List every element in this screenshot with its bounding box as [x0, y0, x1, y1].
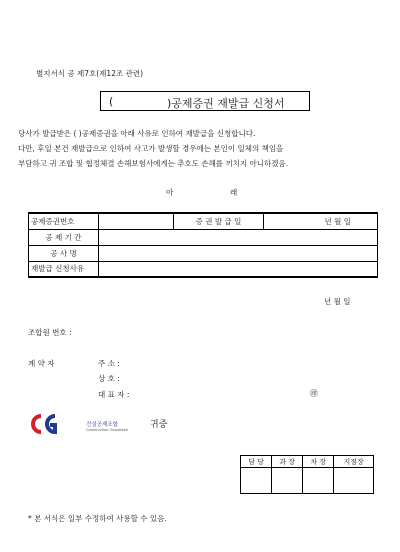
form-reference: 별지서식 공 제7호(제12조 관련) — [36, 69, 144, 78]
form-title-box — [100, 91, 310, 111]
approval-table — [240, 455, 374, 494]
seal-mark: ㊞ — [310, 389, 318, 398]
cert-number-field[interactable] — [99, 213, 174, 229]
below-heading-1: 아 — [166, 188, 174, 197]
application-date: 년 월 일 — [324, 297, 351, 306]
footnote: * 본 서식은 일부 수정하여 사용할 수 있음. — [28, 514, 167, 523]
approval-sign-manager[interactable] — [272, 468, 303, 494]
request-statement — [18, 126, 384, 171]
coverage-period-label: 공 제 기 간 — [29, 229, 99, 245]
statement-line-3: 부담하고 귀 조합 및 협정체결 손해보험사에게는 추호도 손해를 끼치지 아니하겠음. — [18, 159, 289, 168]
approval-header-deputy: 차 장 — [303, 456, 334, 468]
below-heading-2: 래 — [230, 188, 238, 197]
approval-header-branch: 지점장 — [334, 456, 374, 468]
address-label: 주 소 : — [98, 359, 120, 368]
project-name-label: 공 사 명 — [29, 245, 99, 261]
approval-header-staff: 담 당 — [241, 456, 272, 468]
contractor-label: 계 약 자 — [28, 359, 55, 368]
issue-date-label: 증 권 발 급 일 — [174, 213, 264, 229]
logo-org-subname: Construction Guarantee — [86, 428, 128, 432]
coverage-period-field[interactable] — [99, 229, 378, 245]
application-table — [28, 212, 378, 278]
issue-date-field[interactable]: 년 월 일 — [264, 213, 378, 229]
approval-sign-deputy[interactable] — [303, 468, 334, 494]
reissue-reason-field[interactable] — [99, 261, 378, 277]
member-number-label: 조합원 번호 : — [28, 328, 72, 337]
logo-org-name: 건설공제조합 — [86, 422, 118, 428]
form-title: )공제증권 재발급 신청서 — [167, 97, 285, 110]
reissue-reason-label: 재발급 신청사유 — [29, 261, 99, 277]
representative-label: 대 표 자 : — [98, 390, 130, 399]
approval-sign-branch[interactable] — [334, 468, 374, 494]
title-paren-open: ( — [109, 95, 114, 108]
addressee-suffix: 귀중 — [150, 420, 168, 430]
cert-number-label: 공제증권번호 — [29, 213, 99, 229]
statement-line-2: 다만, 후일 본건 재발급으로 인하여 사고가 발생할 경우에는 본인이 일체의 책임을 — [18, 144, 284, 153]
statement-line-1: 당사가 발급받은 ( )공제증권을 아래 사유로 인하여 재발급을 신청합니다. — [18, 129, 256, 138]
project-name-field[interactable] — [99, 245, 378, 261]
trade-name-label: 상 호 : — [98, 374, 120, 383]
approval-header-manager: 과 장 — [272, 456, 303, 468]
approval-sign-staff[interactable] — [241, 468, 272, 494]
